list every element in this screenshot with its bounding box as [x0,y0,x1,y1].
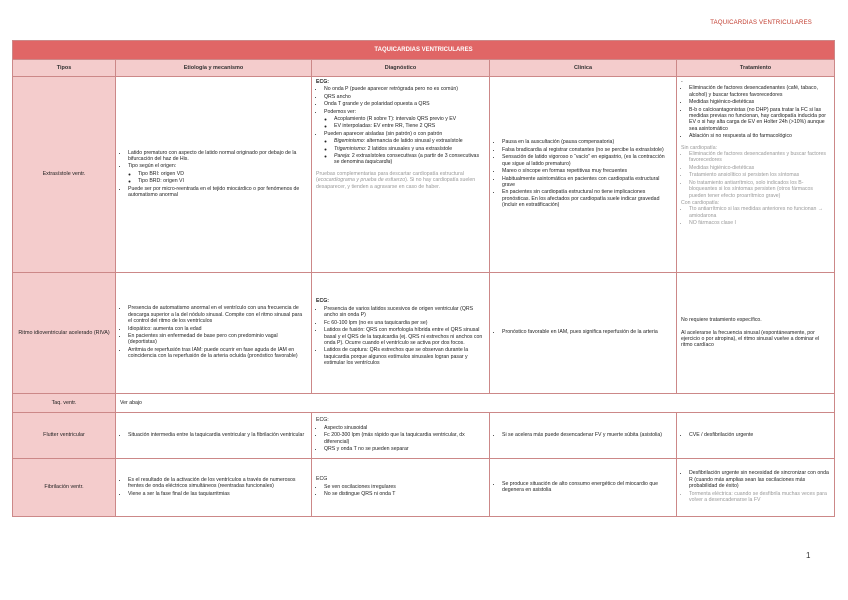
list-item: • Pausa en la auscultación (pausa compensatoria) [502,139,672,145]
list-item [334,146,485,152]
term: taquicardia [365,159,391,166]
list-item: • NO fármacos clase I [689,220,830,226]
list-item: • CVE / desfibrilación urgente [689,432,830,438]
list-item: • QRS ancho [324,94,485,100]
list-item: • Aspecto sinusoidal [324,425,485,431]
dash-marker: - [681,79,683,85]
list-item: • Es el resultado de la activación de los ventrículos a través de numerosos frentes de onda eléctricos simultáneos (reentradas funcionales) [128,477,307,490]
ecg-label: ECG: [316,417,329,424]
treatment-cell [677,459,835,517]
table-row-flutter [13,413,835,459]
list-item: • En pacientes sin enfermedad de base pero con predominio vagal (deportistas) [128,333,307,346]
column-header-clinica: Clínica [490,60,677,77]
definition: ) [390,159,393,166]
note-emphasis: ecocardiograma y prueba de esfuerzo [317,177,406,184]
list-item: • Tratamiento ansiolítico si persisten los síntomas [689,172,830,178]
list-item: • Pronóstico favorable en IAM, pues significa reperfusión de la arteria [502,329,672,335]
list-item [324,131,485,166]
list-item: • Presencia de automatismo anormal en el ventrículo con una frecuencia de descarga superior a la del nódulo sinusal. Compite con el ritmo sinusal para el control del ritmo de los ventrículos [128,305,307,324]
column-header-etiologia: Etiología y mecanismo [116,60,312,77]
clinic-cell [490,459,677,517]
row-type: Extrasístole ventr. [13,77,116,273]
page-number: 1 [806,551,811,560]
row-type: Ritmo idioventricular acelerado (RIVA) [13,273,116,394]
list-item: • Ablación si no respuesta al tto farmacológico [689,133,830,139]
list-item: • Habitualmente asintomática en pacientes con cardiopatía estructural grave [502,176,672,189]
list-item: • No onda P (puede aparecer retrógrada pero no es común) [324,86,485,92]
list-item: • Presencia de varios latidos sucesivos de origen ventricular (QRS ancho sin onda P) [324,306,485,319]
list-item: • Medidas higiénico-dietéticas [689,165,830,171]
complementary-tests-note [316,171,485,190]
list-item: • Mareo o síncope en formas repetitivas muy frecuentes [502,168,672,174]
treatment-notes [681,145,830,227]
diagnosis-cell [312,273,490,394]
column-header-tratamiento: Tratamiento [677,60,835,77]
list-item: ◦ Tipo BRI: origen VD [138,171,307,177]
list-item: • Falsa bradicardia al registrar constantes (no se percibe la extrasístole) [502,147,672,153]
term: Bigeminismo [334,138,364,145]
list-item: • Latido prematuro con aspecto de latido normal originado por debajo de la bifurcación del haz de His. [128,150,307,163]
note-heading: Sin cardiopatía: [681,144,718,151]
note-heading: Con cardiopatía: [681,199,720,206]
treatment-text: No requiere tratamiento específico. [681,317,762,324]
term: Trigeminismo [334,145,365,152]
list-item [324,109,485,130]
column-header-diagnostico: Diagnóstico [312,60,490,77]
list-item: • Se ven oscilaciones irregulares [324,484,485,490]
list-item: • B-b o calcioantagonistas (no DHP) para tratar la FC si las medidas previas no funcionan, hay cardiopatía inducida por EV o si hay alta carga de EV en Holter 24h (>10%) aunque sea asintomático [689,107,830,133]
list-item: • Desfibrilación urgente sin necesidad de sincronizar con onda R (cuando más amplias sean las oscilaciones más probabilidad de éxito) [689,470,830,489]
diagnosis-cell [312,413,490,459]
list-item [334,153,485,166]
treatment-cell [677,413,835,459]
item-label: Tipo según el origen: [128,163,177,170]
treatment-cell [677,273,835,394]
ecg-label: ECG: [316,298,329,305]
list-item: • Idiopático: aumenta con la edad [128,326,307,332]
list-item: ◦ EV interpoladas: EV entre RR, Tiene 2 QRS [334,123,485,129]
arrhythmia-table [12,40,835,517]
definition: : alternancia de latido sinusal y extrasístole [363,138,463,145]
table-row-tv [13,394,835,413]
clinic-cell [490,413,677,459]
note-text: Pruebas complementarias para descartar cardiopatía estructural ( [316,170,464,184]
item-label: Podemos ver: [324,108,357,115]
table-row-fibrillation [13,459,835,517]
running-header: TAQUICARDIAS VENTRICULARES [710,20,812,26]
list-item: • Arritmia de reperfusión tras IAM: puede ocurrir en fase aguda de IAM en coincidencia con la reperfusión de la arteria ocluida (pronóstico favorable) [128,347,307,360]
ecg-label: ECG [316,476,328,483]
list-item: • En pacientes sin cardiopatía estructural no tiene implicaciones pronósticas. En los afectados por cardiopatía suele indicar gravedad (incluir en estratificación) [502,189,672,208]
list-item [128,163,307,184]
list-item: • Tto antiarrítmico si las medidas anteriores no funcionan → amiodarona [689,206,830,219]
list-item: • Viene a ser la fase final de las taquiarritmias [128,491,307,497]
row-type: Flutter ventricular [13,413,116,459]
ecg-label: ECG: [316,79,329,85]
list-item: • Se produce situación de alto consumo energético del miocardio que degenera en asistolia [502,481,672,494]
list-item: • QRS y onda T no se pueden separar [324,446,485,452]
list-item: • Latidos de fusión: QRS con morfología híbrida entre el QRS sinusal basal y el QRS de la taquicardia (ej. QRS ni estrechos ni anchos con onda P). Ocurre cuando el ventrículo se activa por dos focos. [324,327,485,346]
definition: : 2 latidos sinusales y una extrasístole [364,145,453,152]
clinic-cell [490,273,677,394]
row-type: Taq. ventr. [13,394,116,413]
item-label: Pueden aparecer aisladas (sin patrón) o con patrón [324,130,443,137]
see-below-cell: Ver abajo [116,394,835,413]
list-item: • Eliminación de factores desencadenantes (café, tabaco, alcohol) y buscar factores favorecedores [689,85,830,98]
list-item: • Si se acelera más puede desencadenar FV y muerte súbita (asistolia) [502,432,672,438]
list-item: • No se distingue QRS ni onda T [324,491,485,497]
list-item: • Eliminación de factores desencadenantes y buscar factores favorecedores [689,151,830,164]
list-item: • Situación intermedia entre la taquicardia ventricular y la fibrilación ventricular [128,432,307,438]
etiology-cell [116,459,312,517]
treatment-cell [677,77,835,273]
list-item: ◦ Acoplamiento (R sobre T): intervalo QRS previo y EV [334,116,485,122]
list-item: • Tormenta eléctrica: cuando se desfibrila muchas veces para volver a desencadenarse la FV [689,491,830,504]
list-item: • Sensación de latido vigoroso o “vacío” en epigastrio, (es la contracción que sigue al latido prematuro) [502,154,672,167]
list-item: • Onda T grande y de polaridad opuesta a QRS [324,101,485,107]
diagnosis-cell [312,459,490,517]
clinic-cell [490,77,677,273]
term: Pareja [334,153,349,160]
etiology-cell [116,273,312,394]
list-item [334,138,485,144]
list-item: • Puede ser por micro-reentrada en el tejido miocárdico o por fenómenos de automatismo anormal [128,186,307,199]
table-row-extrasistole [13,77,835,273]
list-item: • Medidas higiénico-dietéticas [689,99,830,105]
treatment-text: Al acelerarse la frecuencia sinusal (espontáneamente, por ejercicio o por atropina), el ritmo sinusal vuelve a dominar el ritmo cardíaco [681,329,820,349]
table-row-riva [13,273,835,394]
definition: : 2 extrasístoles consecutivas (a partir de 3 consecutivas se denomina [334,153,480,166]
diagnosis-cell [312,77,490,273]
list-item: ◦ Tipo BRD: origen VI [138,178,307,184]
etiology-cell [116,413,312,459]
list-item: • No tratamiento antiarrítmico, solo indicados los B-bloqueantes si los síntomas persisten (otros fármacos pueden tener efecto proarrítmico grave) [689,180,830,199]
table-title: TAQUICARDIAS VENTRICULARES [13,41,835,60]
note-text: ). Si no hay cardiopatía suelen desaparecer, y tienden a agravarse en caso de haber. [316,177,476,190]
etiology-cell [116,77,312,273]
list-item: • Latidos de captura: QRs estrechos que se observan durante la taquicardia porque algunos estímulos sinusales logran pasar y estimular los ventrículos [324,347,485,366]
list-item: • Fc 60-100 lpm (no es una taquicardia per se) [324,320,485,326]
column-header-tipos: Tipos [13,60,116,77]
list-item: • Fc 200-300 lpm (más rápido que la taquicardia ventricular, dx diferencial) [324,432,485,445]
row-type: Fibrilación ventr. [13,459,116,517]
